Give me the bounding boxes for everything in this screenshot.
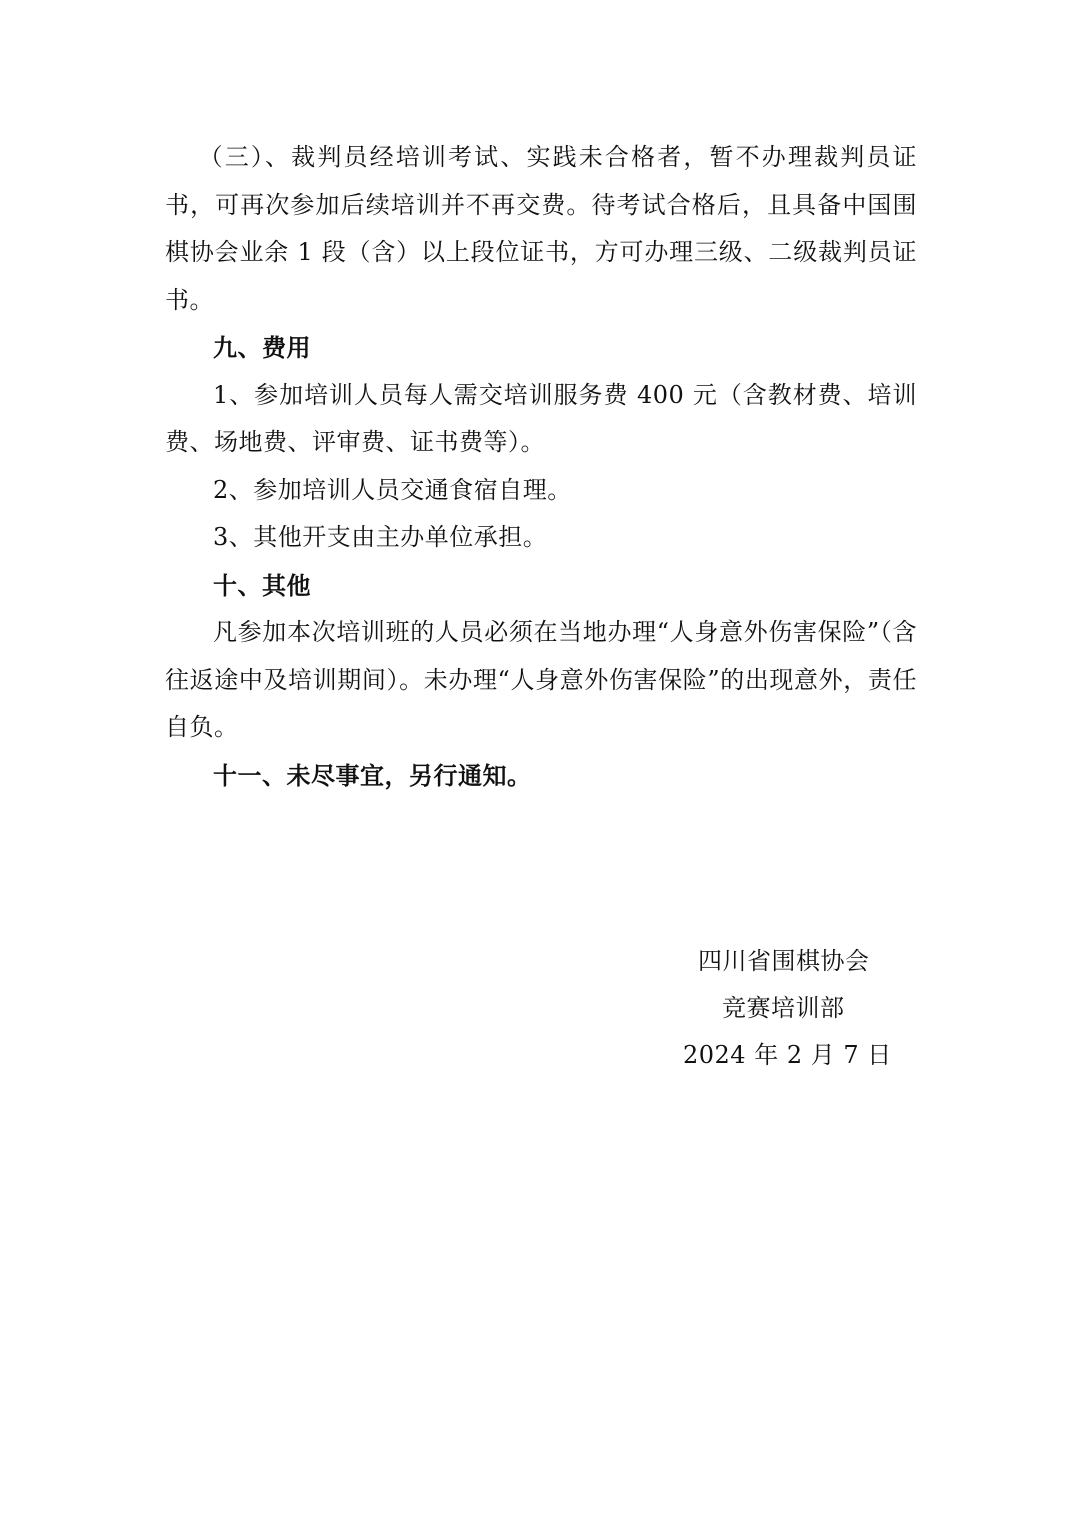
paragraph-referee-certificate: （三）、裁判员经培训考试、实践未合格者，暂不办理裁判员证书，可再次参加后续培训并不再交费。待考试合格后，且具备中国围棋协会业余 1 段（含）以上段位证书，方可办理三级、二级裁判员证书。 — [165, 143, 917, 314]
paragraph-fee-item-2: 2、参加培训人员交通食宿自理。 — [213, 475, 572, 504]
document-body — [165, 134, 917, 799]
heading-further-notice: 十一、未尽事宜，另行通知。 — [213, 760, 532, 790]
signature-organization: 四川省围棋协会 — [698, 947, 870, 975]
paragraph-fee-item-1: 1、参加培训人员每人需交培训服务费 400 元（含教材费、培训费、场地费、评审费、证书费等）。 — [165, 380, 917, 456]
paragraph-fee-item-3: 3、其他开支由主办单位承担。 — [213, 523, 548, 551]
heading-other: 十、其他 — [213, 570, 311, 600]
paragraph-insurance: 凡参加本次培训班的人员必须在当地办理“人身意外伤害保险”（含往返途中及培训期间）。未办理“人身意外伤害保险”的出现意外，责任自负。 — [165, 618, 917, 741]
signature-department: 竞赛培训部 — [722, 994, 845, 1022]
heading-fees: 九、费用 — [213, 333, 311, 362]
signature-date: 2024 年 2 月 7 日 — [683, 1041, 892, 1069]
signature-block — [600, 938, 970, 1079]
